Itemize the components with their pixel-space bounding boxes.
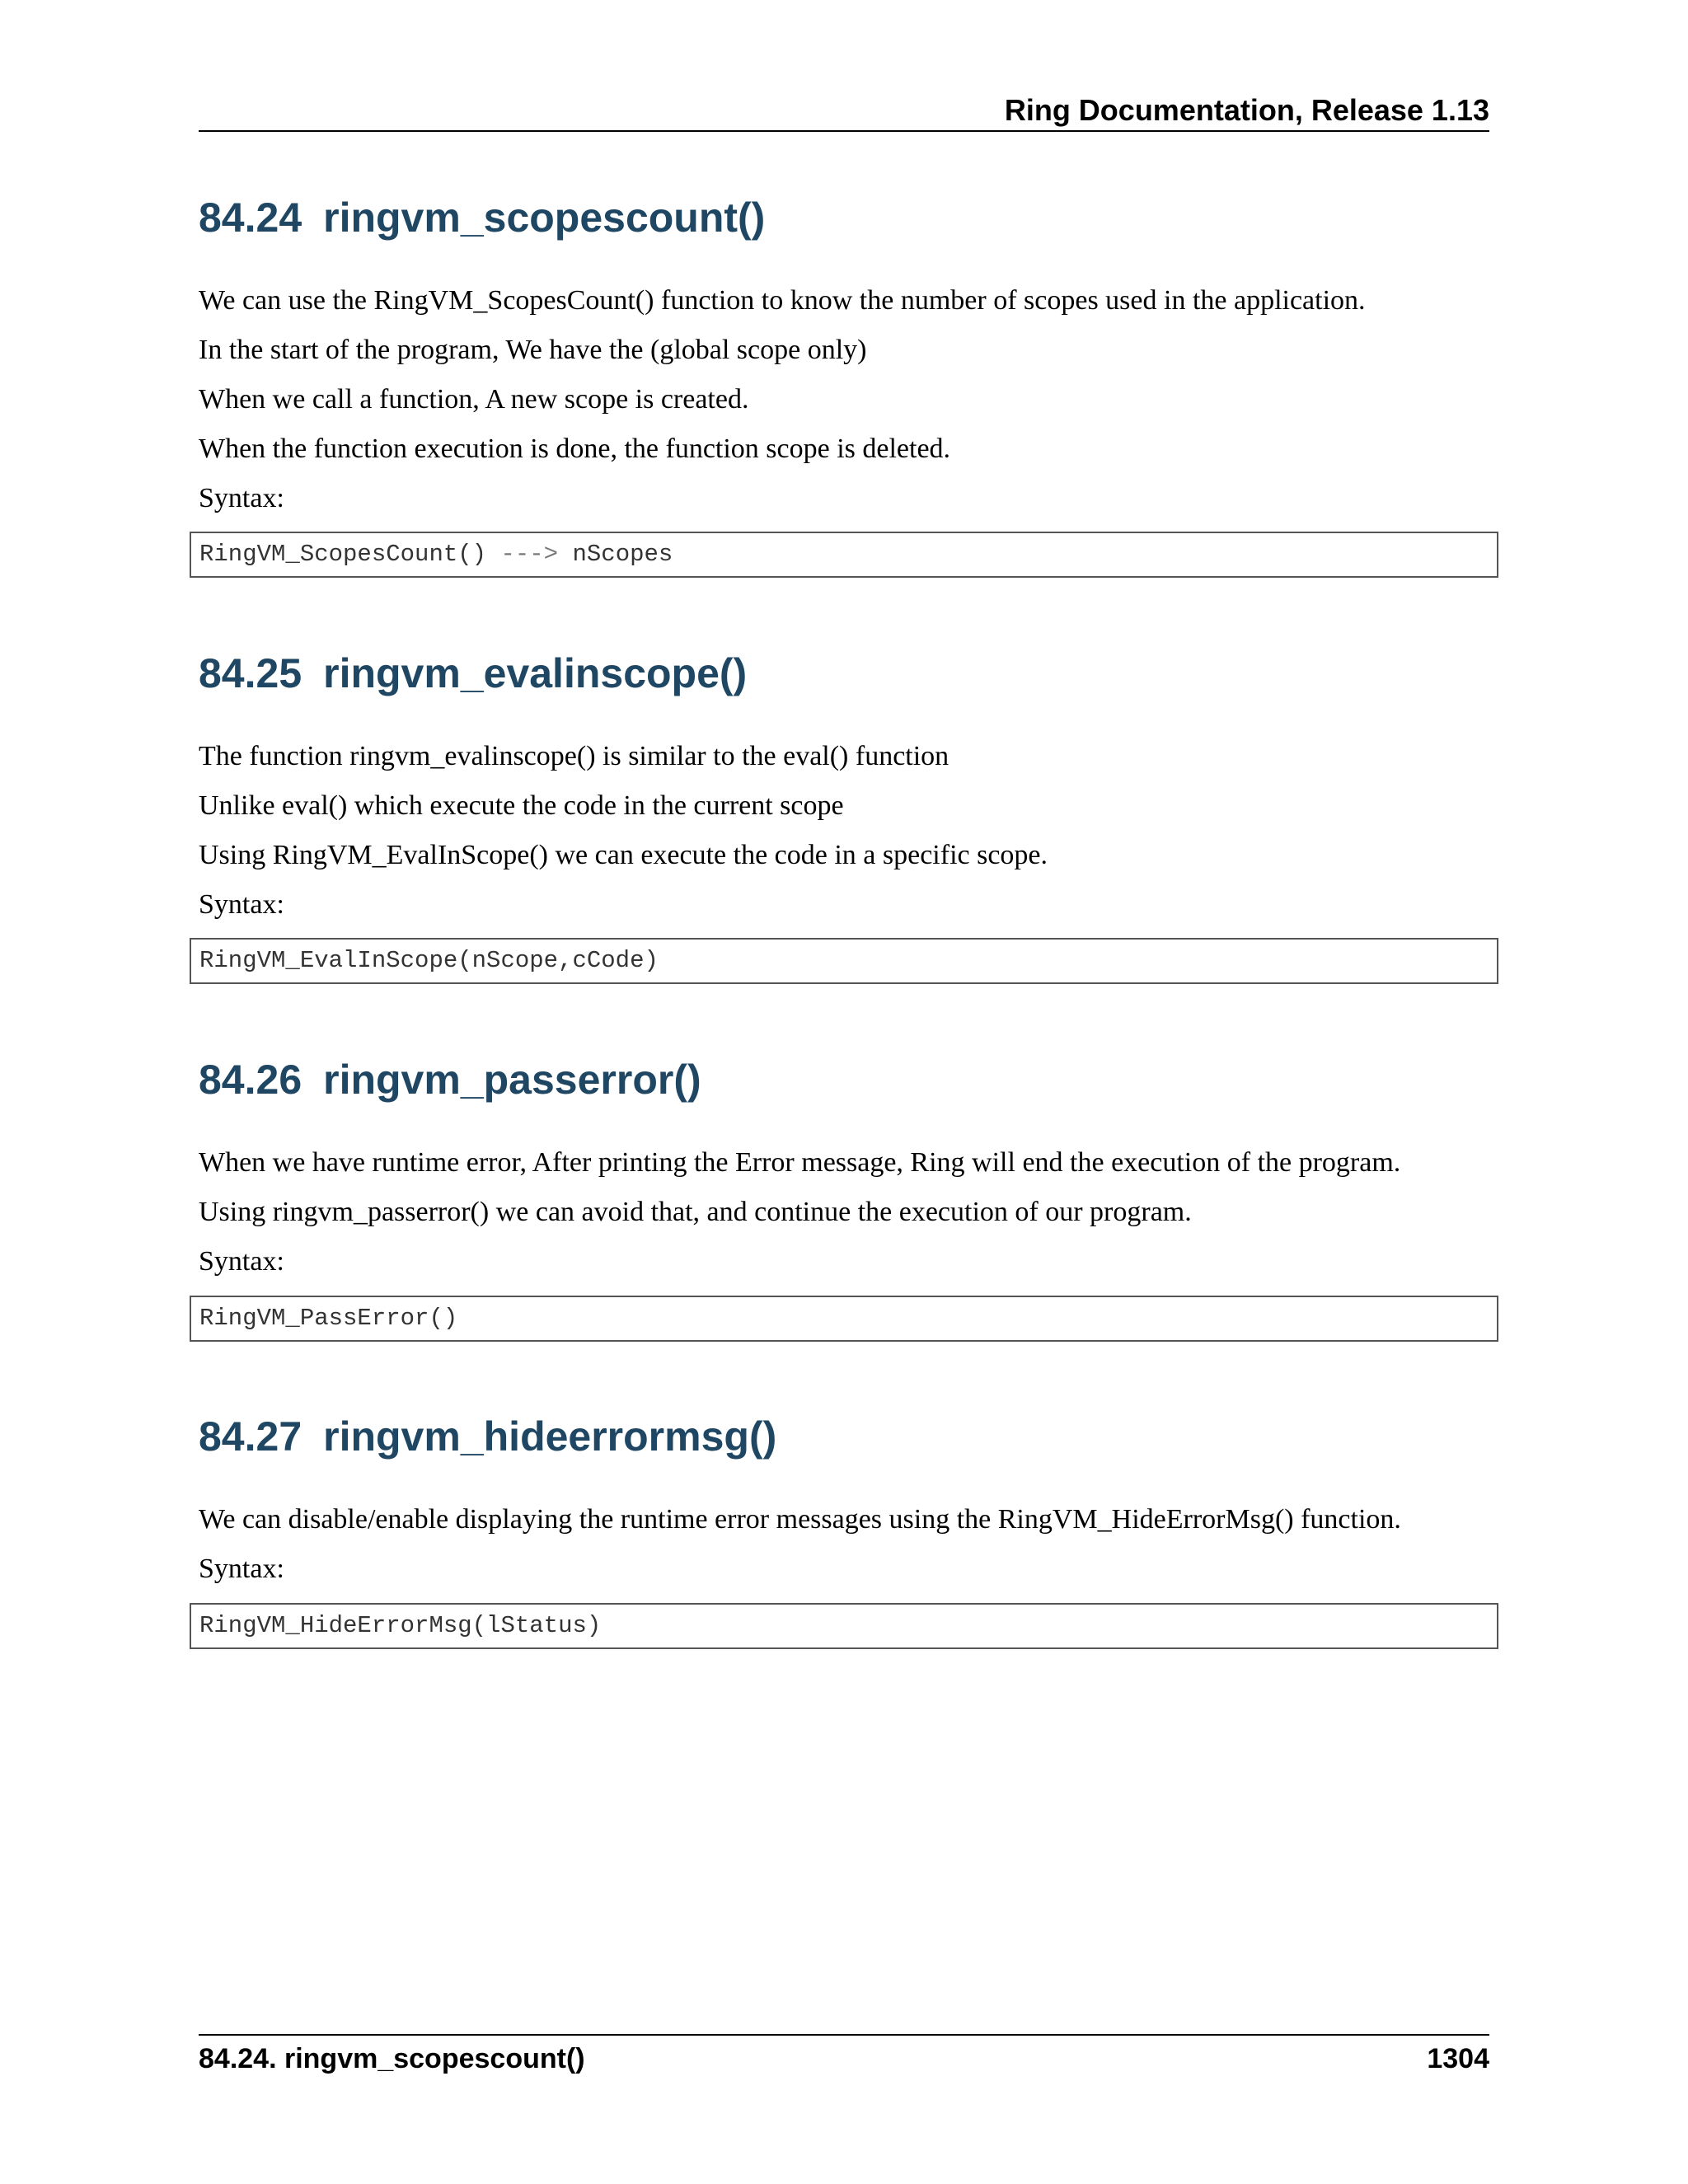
section-heading bbox=[199, 1055, 701, 1104]
paragraph: Using ringvm_passerror() we can avoid that, and continue the execution of our program. bbox=[199, 1197, 1192, 1227]
paragraph: When the function execution is done, the function scope is deleted. bbox=[199, 434, 951, 464]
paragraph: We can disable/enable displaying the runtime error messages using the RingVM_HideErrorMsg() function. bbox=[199, 1504, 1401, 1535]
syntax-label: Syntax: bbox=[199, 889, 284, 920]
syntax-label: Syntax: bbox=[199, 483, 284, 513]
section-heading bbox=[199, 193, 765, 242]
section-title: ringvm_passerror() bbox=[323, 1057, 701, 1103]
code-text: RingVM_ScopesCount() bbox=[199, 541, 501, 568]
section-title: ringvm_evalinscope() bbox=[323, 650, 748, 696]
footer-section-link[interactable]: 84.24. ringvm_scopescount() bbox=[199, 2043, 585, 2074]
code-block: RingVM_HideErrorMsg(lStatus) bbox=[190, 1603, 1498, 1649]
section-title: ringvm_scopescount() bbox=[323, 194, 766, 241]
paragraph: Using RingVM_EvalInScope() we can execute the code in a specific scope. bbox=[199, 840, 1048, 870]
paragraph: In the start of the program, We have the (global scope only) bbox=[199, 335, 867, 365]
paragraph: We can use the RingVM_ScopesCount() function to know the number of scopes used in the application. bbox=[199, 285, 1366, 316]
paragraph: The function ringvm_evalinscope() is similar to the eval() function bbox=[199, 741, 950, 771]
section-number: 84.27 bbox=[199, 1413, 302, 1460]
section-number: 84.25 bbox=[199, 650, 302, 696]
code-block: RingVM_EvalInScope(nScope,cCode) bbox=[190, 938, 1498, 984]
section-number: 84.24 bbox=[199, 194, 302, 241]
code-block: RingVM_PassError() bbox=[190, 1296, 1498, 1342]
section-number: 84.26 bbox=[199, 1057, 302, 1103]
page-number: 1304 bbox=[1427, 2043, 1489, 2074]
paragraph: Unlike eval() which execute the code in the current scope bbox=[199, 790, 844, 821]
header-rule bbox=[199, 130, 1489, 132]
paragraph: When we have runtime error, After printing the Error message, Ring will end the execution of the program. bbox=[199, 1147, 1401, 1178]
code-block bbox=[190, 532, 1498, 578]
code-operator: ---> bbox=[500, 541, 559, 568]
section-heading bbox=[199, 1412, 776, 1461]
section-title: ringvm_hideerrormsg() bbox=[323, 1413, 777, 1460]
footer-rule bbox=[199, 2034, 1489, 2036]
section-heading bbox=[199, 649, 747, 698]
paragraph: When we call a function, A new scope is created. bbox=[199, 384, 749, 415]
code-text: nScopes bbox=[558, 541, 673, 568]
syntax-label: Syntax: bbox=[199, 1554, 284, 1584]
running-header: Ring Documentation, Release 1.13 bbox=[1004, 93, 1489, 127]
syntax-label: Syntax: bbox=[199, 1246, 284, 1277]
